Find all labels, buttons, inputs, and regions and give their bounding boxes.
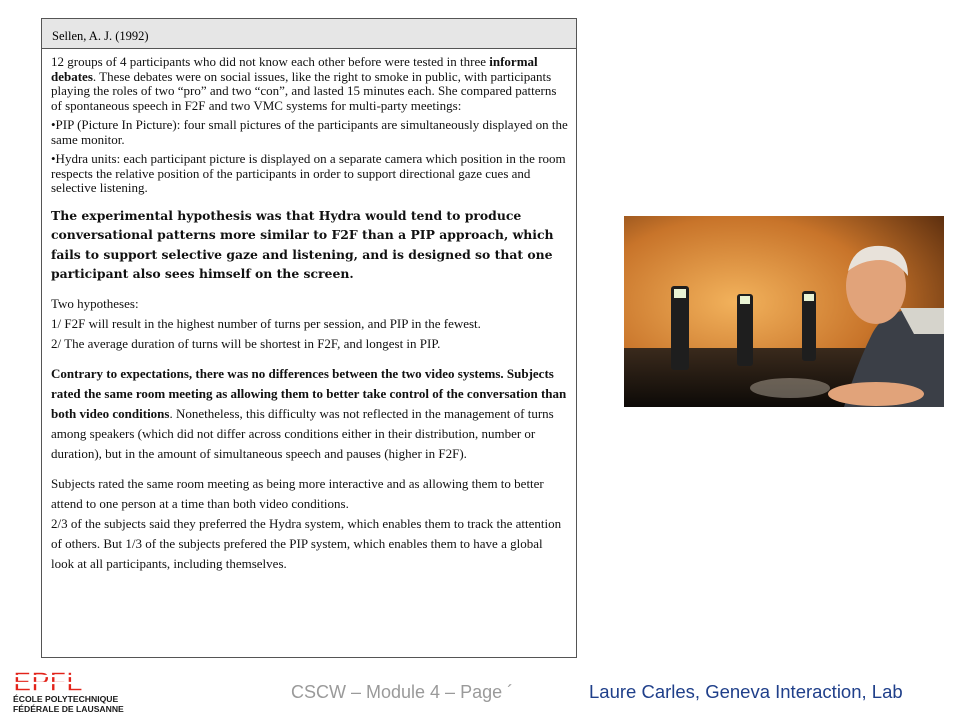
module-page-label: CSCW – Module 4 – Page ´ bbox=[291, 682, 514, 702]
citation-header: Sellen, A. J. (1992) bbox=[42, 19, 576, 49]
intro-text: 12 groups of 4 participants who did not know each other before were tested in three bbox=[51, 54, 490, 69]
hypothesis-two: 2/ The average duration of turns will be shortest in F2F, and longest in PIP. bbox=[51, 335, 441, 351]
bullet-hydra: •Hydra units: each participant picture is displayed on a separate camera which position in the room respects the relative position of the participants in order to support directional gaze cues and selective listening. bbox=[51, 151, 566, 195]
results-rest-text: . Nonetheless, this difficulty was not reflected in the management of turns among speakers (which did not differ across conditions either in their distribution, number or duration), but in the amount of simultaneous speech and pauses (higher in F2F). bbox=[51, 405, 554, 461]
preference-paragraph: 2/3 of the subjects said they preferred the Hydra system, which enables them to track the attention of others. But 1/3 of the subjects prefered the PIP system, which enables them to have a global look at all participants, including themselves. bbox=[51, 515, 562, 571]
hypothesis-one: 1/ F2F will result in the highest number of turns per session, and PIP in the fewest. bbox=[51, 315, 481, 331]
intro-rest-text: . These debates were on social issues, like the right to smoke in public, with participants playing the roles of two “pro” and two “con”, and lasted 15 minutes each. She compared patterns of spontaneous speech in F2F and two VMC systems for multi-party meetings: bbox=[51, 68, 557, 113]
hydra-photo-icon bbox=[624, 216, 944, 407]
study-summary-table bbox=[41, 18, 577, 658]
epfl-logo-line2: FÉDÉRALE DE LAUSANNE bbox=[13, 704, 124, 714]
epfl-logo-line1: ÉCOLE POLYTECHNIQUE bbox=[13, 694, 119, 704]
ratings-paragraph: Subjects rated the same room meeting as being more interactive and as allowing them to better attend to one person at a time than both video conditions. bbox=[51, 475, 544, 511]
epfl-logo-mark: EPFL bbox=[13, 666, 83, 697]
hypothesis-paragraph: The experimental hypothesis was that Hydra would tend to produce conversational patterns more similar to F2F than a PIP approach, which fails to support selective gaze and listening, and is designed so that one participant also sees himself on the screen. bbox=[51, 207, 554, 281]
two-hypotheses-label: Two hypotheses: bbox=[51, 295, 139, 311]
study-summary-body bbox=[42, 49, 576, 574]
bullet-pip: •PIP (Picture In Picture): four small pictures of the participants are simultaneously displayed on the same monitor. bbox=[51, 117, 568, 147]
intro-bold-text: informal debates bbox=[51, 54, 538, 84]
results-paragraph bbox=[51, 364, 568, 464]
results-bold-text: Contrary to expectations, there was no differences between the two video systems. Subjects rated the same room meeting as allowing them to better take control of the conversation than both video conditions bbox=[51, 365, 567, 421]
intro-paragraph bbox=[51, 55, 568, 113]
epfl-logo bbox=[10, 665, 134, 715]
author-label: Laure Carles, Geneva Interaction, Lab bbox=[589, 681, 903, 702]
